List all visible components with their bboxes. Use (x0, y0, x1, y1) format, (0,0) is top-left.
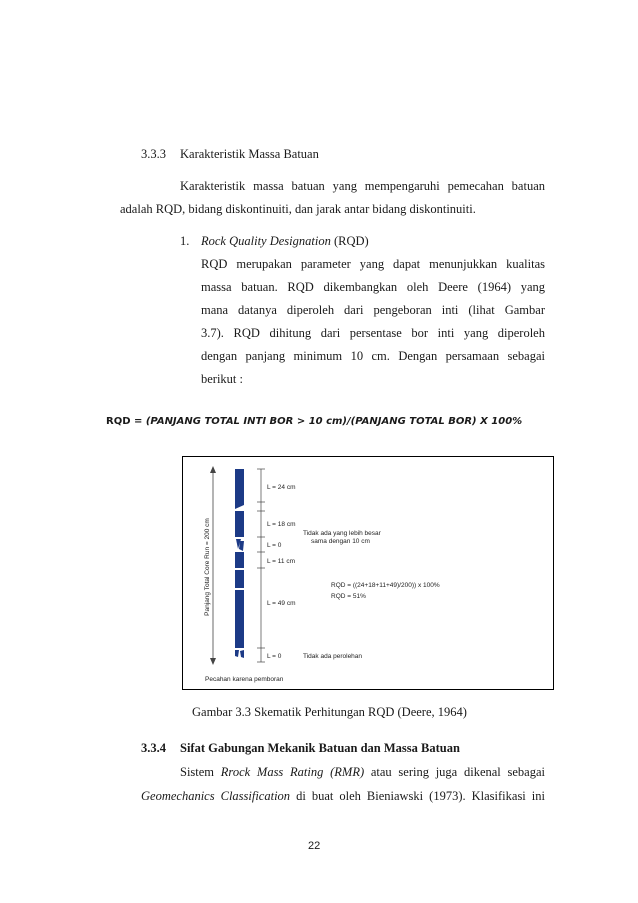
paragraph-line: mana datanya diperoleh dari pengeboran inti (lihat Gambar (201, 303, 545, 317)
bottom-label: Pecahan karena pemboran (205, 676, 284, 683)
formula-text: RQD = 51% (331, 593, 366, 600)
section-number: 3.3.3 (141, 147, 166, 161)
core-fragment (235, 650, 239, 657)
equation (106, 416, 522, 427)
axis-label: Panjang Total Core Run = 200 cm (204, 518, 211, 616)
paragraph-line: dengan panjang minimum 10 cm. Dengan persamaan sebagai (201, 349, 545, 363)
text-run: Sistem (180, 765, 221, 779)
arrow-down-icon (210, 658, 216, 665)
text-run: di buat oleh Bieniawski (1973). Klasifikasi ini (290, 789, 545, 803)
core-piece (235, 552, 244, 568)
core-piece (235, 570, 244, 588)
paragraph-line: 3.7). RQD dihitung dari persentase bor inti yang diperoleh (201, 326, 545, 340)
core-fragment (240, 650, 244, 658)
list-item-title (201, 233, 369, 249)
text-run-italic: Rrock Mass Rating (RMR) (220, 765, 365, 779)
core-piece (235, 590, 244, 648)
text-run: atau sering juga dikenal sebagai (364, 765, 545, 779)
paragraph-line (141, 788, 545, 804)
list-item-title-suffix: (RQD) (330, 234, 369, 248)
paragraph-line: adalah RQD, bidang diskontinuiti, dan jarak antar bidang diskontinuiti. (120, 202, 476, 216)
rqd-figure (182, 456, 554, 690)
dimension-lines (257, 469, 265, 662)
paragraph-line: RQD merupakan parameter yang dapat menunjukkan kualitas (201, 257, 545, 271)
section-title: Karakteristik Massa Batuan (180, 147, 319, 161)
section-title: Sifat Gabungan Mekanik Batuan dan Massa Batuan (180, 741, 460, 755)
core-piece (235, 501, 244, 509)
text-run-italic: Geomechanics Classification (141, 789, 291, 803)
segment-label: L = 49 cm (267, 600, 296, 607)
note-text: sama dengan 10 cm (311, 538, 370, 545)
page-number: 22 (308, 840, 321, 852)
core-piece (235, 511, 244, 537)
segment-label: L = 24 cm (267, 484, 296, 491)
paragraph-line: Karakteristik massa batuan yang mempengaruhi pemecahan batuan (180, 179, 545, 193)
note-text: Tidak ada yang lebih besar (303, 530, 381, 537)
core-column (235, 469, 244, 658)
figure-caption: Gambar 3.3 Skematik Perhitungan RQD (Deere, 1964) (192, 705, 467, 719)
segment-label: L = 11 cm (267, 558, 295, 565)
paragraph-line: massa batuan. RQD dikembangkan oleh Deere (1964) yang (201, 280, 545, 294)
segment-label: L = 0 (267, 653, 282, 660)
list-number: 1. (180, 234, 190, 248)
core-piece (235, 469, 244, 501)
paragraph-line: berikut : (201, 372, 244, 386)
equation-lhs: RQD = (106, 416, 146, 427)
segment-label: L = 0 (267, 542, 282, 549)
list-item-title-italic: Rock Quality Designation (201, 234, 331, 248)
paragraph-line (180, 764, 545, 780)
section-number: 3.3.4 (141, 741, 166, 755)
note-text: Tidak ada perolehan (303, 653, 363, 660)
formula-text: RQD = ((24+18+11+49)/200)) x 100% (331, 582, 440, 589)
segment-label: L = 18 cm (267, 521, 296, 528)
arrow-up-icon (210, 466, 216, 473)
rqd-diagram (183, 457, 553, 689)
equation-rhs: (PANJANG TOTAL INTI BOR > 10 cm)/(PANJANG TOTAL BOR) X 100% (145, 416, 523, 427)
